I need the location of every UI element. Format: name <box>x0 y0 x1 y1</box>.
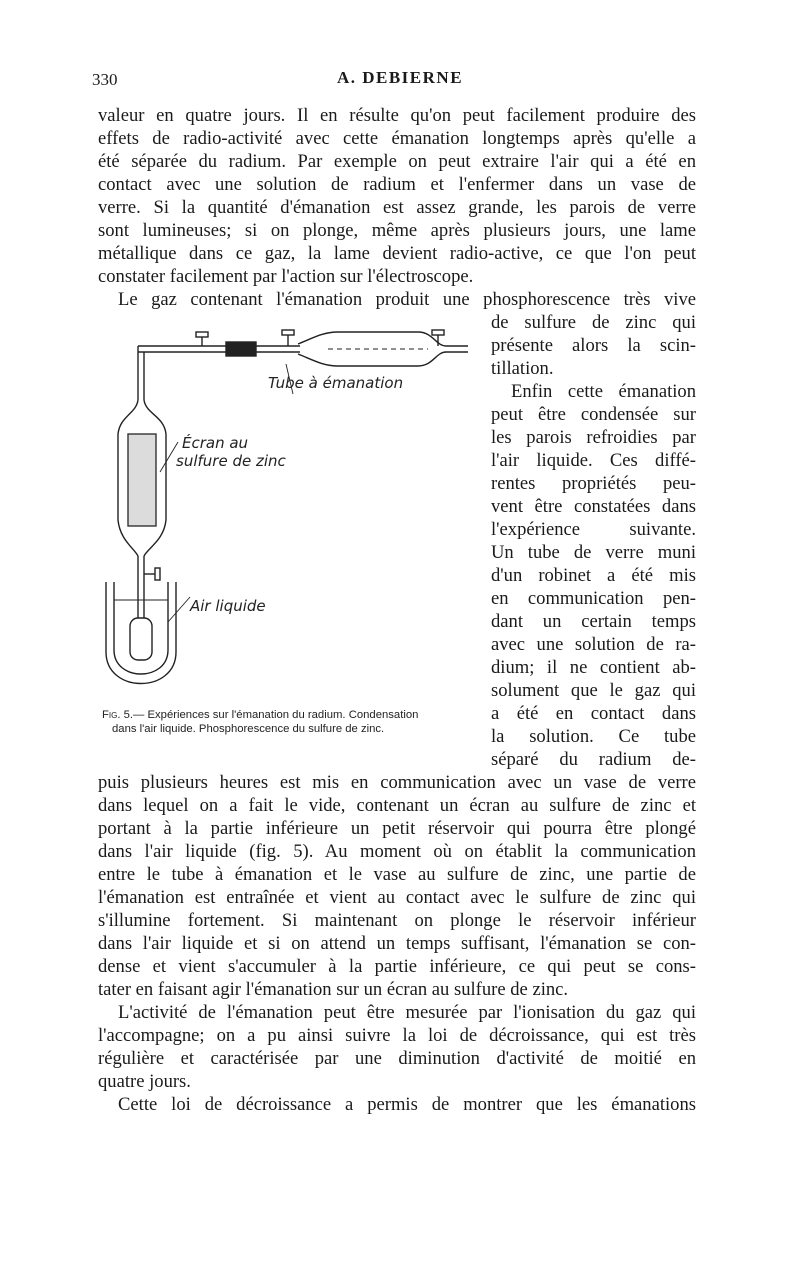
text-line: dans l'air liquide et si on attend un temps suffisant, l'émanation se con- <box>98 933 696 954</box>
text-line-right: tillation. <box>491 358 554 379</box>
text-line-right: présente alors la scin- <box>491 335 696 356</box>
text-line: portant à la partie inférieure un petit réservoir qui pourra être plongé <box>98 818 696 839</box>
text-line: l'accompagne; on a pu ainsi suivre la loi de décroissance, qui est très <box>98 1025 696 1046</box>
text-line: tater en faisant agir l'émanation sur un écran au sulfure de zinc. <box>98 979 569 1000</box>
text-line: Le gaz contenant l'émanation produit une phosphorescence très vive <box>118 289 696 310</box>
figure-apparatus <box>98 322 478 712</box>
label-emanation-tube: Tube à émanation <box>268 374 404 392</box>
page-number: 330 <box>92 70 118 89</box>
leader-liquid-air <box>168 597 190 622</box>
tube-joint <box>226 342 256 356</box>
text-line: dense et vient s'accumuler à la partie inférieure, ce qui peut se cons- <box>98 956 696 977</box>
text-line-right: dant un certain temps <box>491 611 696 632</box>
text-line: dans l'air liquide (fig. 5). Au moment où on établit la communication <box>98 841 696 862</box>
text-line: constater facilement par l'action sur l'électroscope. <box>98 266 474 287</box>
text-line: valeur en quatre jours. Il en résulte qu'on peut facilement produire des <box>98 105 696 126</box>
text-line-right: Un tube de verre muni <box>491 542 696 563</box>
text-line-right: avec une solution de ra- <box>491 634 696 655</box>
zinc-sulfide-screen <box>128 434 156 526</box>
figure-number: Fig. 5. <box>102 709 134 721</box>
figure-caption <box>102 708 478 736</box>
label-liquid-air: Air liquide <box>190 597 266 615</box>
dewar-flask <box>106 582 176 684</box>
text-line: effets de radio-activité avec cette émanation longtemps après qu'elle a <box>98 128 696 149</box>
text-line-right: peut être condensée sur <box>491 404 696 425</box>
label-screen-line1: Écran au <box>182 434 249 452</box>
text-line-right: la solution. Ce tube <box>491 726 696 747</box>
small-reservoir <box>130 618 152 660</box>
text-line-right: de sulfure de zinc qui <box>491 312 696 333</box>
text-line: l'émanation est entraînée et vient au contact avec le sulfure de zinc qui <box>98 887 696 908</box>
text-line: dans lequel on a fait le vide, contenant un écran au sulfure de zinc et <box>98 795 696 816</box>
text-line-right: a été en contact dans <box>491 703 696 724</box>
running-head-author: A. DEBIERNE <box>336 68 464 87</box>
text-line-right: rentes propriétés peu- <box>491 473 696 494</box>
text-line: entre le tube à émanation et le vase au sulfure de zinc, une partie de <box>98 864 696 885</box>
text-line: Cette loi de décroissance a permis de montrer que les émanations <box>118 1094 696 1115</box>
text-line-right: l'expérience suivante. <box>491 519 696 540</box>
text-line: métallique dans ce gaz, la lame devient radio-active, ce que l'on peut <box>98 243 696 264</box>
text-line: L'activité de l'émanation peut être mesurée par l'ionisation du gaz qui <box>118 1002 696 1023</box>
caption-line-1: — Expériences sur l'émanation du radium. Condensation <box>133 709 419 721</box>
text-line: sont lumineuses; si on plonge, même après plusieurs jours, une lame <box>98 220 696 241</box>
text-line-right: solument que le gaz qui <box>491 680 696 701</box>
text-line-right: l'air liquide. Ces diffé- <box>491 450 696 471</box>
text-line-right: séparé du radium de- <box>491 749 696 770</box>
text-line: contact avec une solution de radium et l'enfermer dans un vase de <box>98 174 696 195</box>
text-line: s'illumine fortement. Si maintenant on plonge le réservoir inférieur <box>98 910 696 931</box>
text-line-right: vent être constatées dans <box>491 496 696 517</box>
caption-line-2: dans l'air liquide. Phosphorescence du sulfure de zinc. <box>112 723 385 735</box>
text-line-right: d'un robinet a été mis <box>491 565 696 586</box>
emanation-tube <box>298 332 446 346</box>
text-line: été séparée du radium. Par exemple on peut extraire l'air qui a été en <box>98 151 696 172</box>
text-line-right: les parois refroidies par <box>491 427 696 448</box>
text-line: régulière et caractérisée par une diminution d'activité de moitié en <box>98 1048 696 1069</box>
text-line-right: Enfin cette émanation <box>511 381 696 402</box>
text-line-right: en communication pen- <box>491 588 696 609</box>
text-line: quatre jours. <box>98 1071 191 1092</box>
text-line: verre. Si la quantité d'émanation est assez grande, les parois de verre <box>98 197 696 218</box>
text-line: puis plusieurs heures est mis en communication avec un vase de verre <box>98 772 696 793</box>
label-screen-line2: sulfure de zinc <box>176 452 286 470</box>
text-line-right: dium; il ne contient ab- <box>491 657 696 678</box>
